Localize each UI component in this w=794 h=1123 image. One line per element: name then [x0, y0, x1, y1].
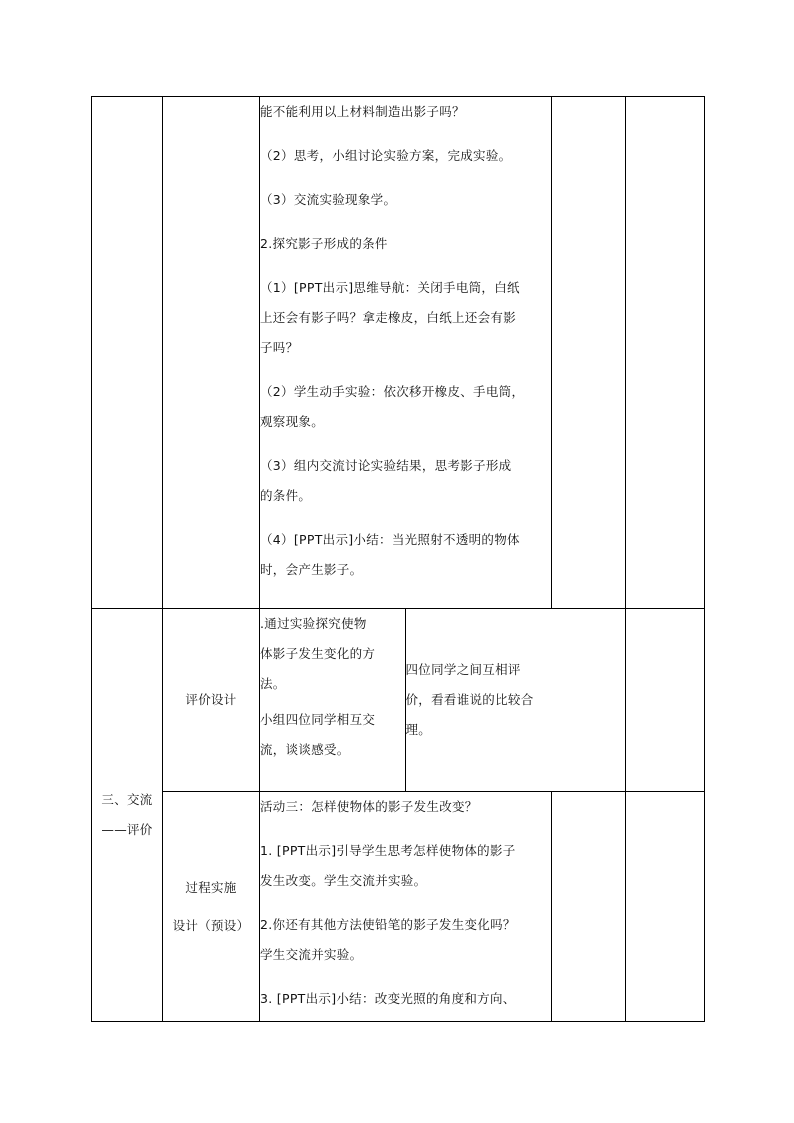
process-label-line: 设计（预设） — [172, 917, 250, 933]
empty-cell — [626, 792, 705, 1022]
eval-goal-cell — [260, 609, 405, 791]
paragraph: （3）交流实验现象学。 — [260, 192, 397, 207]
paragraph: 上还会有影子吗？拿走橡皮，白纸上还会有影 — [260, 310, 517, 325]
empty-cell — [552, 97, 626, 609]
stage-title-line: 三、交流 — [101, 792, 153, 807]
evaluation-row — [92, 609, 705, 792]
eval-method-line: 四位同学之间互相评 — [405, 662, 521, 677]
process-line: 活动三：怎样使物体的影子发生改变？ — [260, 799, 478, 814]
paragraph: 2.探究影子形成的条件 — [260, 236, 388, 251]
stage-title-line: ——评价 — [101, 822, 153, 837]
process-line: 3. [PPT出示]小结：改变光照的角度和方向、 — [260, 991, 516, 1006]
paragraph: （4）[PPT出示]小结：当光照射不透明的物体 — [260, 532, 520, 547]
paragraph: （2）思考，小组讨论实验方案，完成实验。 — [260, 148, 512, 163]
eval-activity-line: 小组四位同学相互交 — [260, 712, 376, 727]
process-label-cell — [163, 792, 260, 1022]
eval-inner-table — [260, 609, 625, 791]
paragraph: （2）学生动手实验：依次移开橡皮、手电筒， — [260, 384, 525, 399]
activity-content-cell — [260, 97, 552, 609]
eval-method-line: 理。 — [405, 722, 432, 737]
process-line: 发生改变。学生交流并实验。 — [260, 873, 427, 888]
lesson-plan-table — [91, 96, 705, 1022]
paragraph: 能不能利用以上材料制造出影子吗？ — [260, 104, 465, 119]
process-row — [92, 792, 705, 1022]
paragraph: （1）[PPT出示]思维导航：关闭手电筒，白纸 — [260, 280, 520, 295]
paragraph: 观察现象。 — [260, 414, 325, 429]
paragraph: 子吗？ — [260, 340, 299, 355]
stage-cell — [92, 97, 163, 609]
eval-content-cell — [260, 609, 626, 792]
process-line: 2.你还有其他方法使铅笔的影子发生变化吗？ — [260, 917, 516, 932]
paragraph: 时，会产生影子。 — [260, 562, 363, 577]
eval-method-line: 价，看看谁说的比较合 — [405, 692, 534, 707]
eval-label: 评价设计 — [185, 692, 237, 707]
process-line: 1. [PPT出示]引导学生思考怎样使物体的影子 — [260, 843, 516, 858]
process-content-cell — [260, 792, 552, 1022]
empty-cell — [626, 97, 705, 609]
eval-goal-line: 法。 — [260, 676, 286, 691]
empty-cell — [552, 792, 626, 1022]
label-cell — [163, 97, 260, 609]
process-label-line: 过程实施 — [185, 879, 237, 895]
eval-label-cell — [163, 609, 260, 792]
eval-goal-line: 体影子发生变化的方 — [260, 646, 376, 661]
paragraph: 的条件。 — [260, 488, 312, 503]
stage-title-cell — [92, 609, 163, 1022]
process-line: 学生交流并实验。 — [260, 947, 363, 962]
inquiry-row — [92, 97, 705, 609]
eval-goal-line: .通过实验探究使物 — [260, 616, 367, 631]
eval-activity-line: 流，谈谈感受。 — [260, 742, 350, 757]
eval-method-cell — [405, 609, 625, 791]
paragraph: （3）组内交流讨论实验结果，思考影子形成 — [260, 458, 512, 473]
empty-cell — [626, 609, 705, 792]
